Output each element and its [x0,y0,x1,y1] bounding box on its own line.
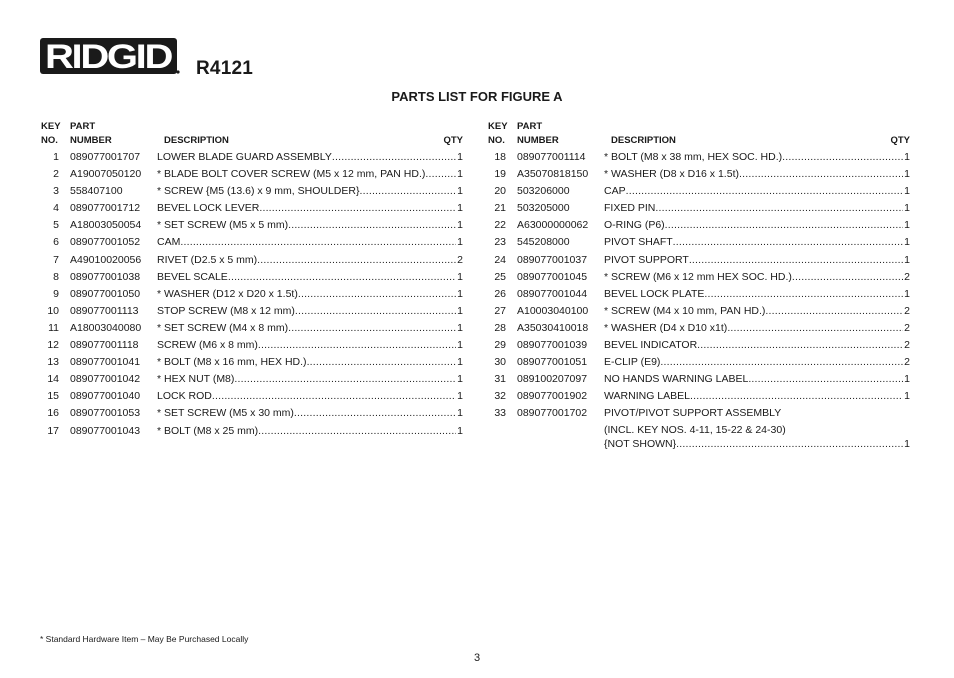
logo-wordmark: RIDGID [45,38,173,76]
header-part-line2: NUMBER [517,135,559,146]
description-line [604,149,910,166]
table-row [484,269,910,286]
description-line [604,166,910,183]
part-quantity: 1 [457,424,463,437]
part-quantity: 2 [904,321,910,334]
part-number: 089077001702 [517,407,588,420]
part-number: 089077001039 [517,339,588,352]
part-quantity: 1 [904,373,910,386]
description-line [157,269,463,286]
header-qty: QTY [443,135,463,146]
part-number: A18003050054 [70,219,142,232]
table-header [484,121,910,149]
description-line [604,269,910,286]
table-row [484,183,910,200]
table-row [37,405,463,422]
part-description-cell [604,269,910,286]
header-key-line2: NO. [41,135,58,146]
part-quantity: 1 [457,219,463,232]
part-number: 089077001707 [70,151,141,163]
dot-leader [673,234,904,251]
table-row [484,234,910,251]
part-description: * BOLT (M8 x 25 mm) [157,424,259,437]
table-row [37,423,463,440]
part-description: * BLADE BOLT COVER SCREW (M5 x 12 mm, PAN HD.) [157,168,426,181]
dot-leader [792,269,903,286]
part-quantity: 2 [904,356,910,369]
part-number: 089077001044 [517,287,588,300]
part-quantity: 1 [457,373,463,386]
part-description: PIVOT/PIVOT SUPPORT ASSEMBLY [604,407,782,420]
part-description-cell [157,166,463,183]
table-row [484,405,910,453]
part-description-cell [157,371,463,388]
table-row [484,337,910,354]
page-number: 3 [473,652,481,664]
key-number: 9 [53,287,59,300]
part-quantity: 1 [457,304,463,317]
description-line [604,405,910,422]
part-description: CAM [157,236,181,249]
part-description: O-RING (P6) [604,219,665,232]
key-number: 28 [494,321,506,334]
table-row [37,269,463,286]
part-number: 089077001113 [70,304,139,317]
header-key-line2: NO. [488,135,505,146]
part-quantity: 1 [904,287,910,300]
key-number: 13 [47,356,59,369]
part-number: A63000000062 [517,219,589,232]
part-number: 545208000 [517,236,570,249]
description-line [157,217,463,234]
key-number: 2 [53,168,59,181]
table-row [37,388,463,405]
description-line [604,200,910,217]
part-description-cell [604,405,910,451]
table-row [484,200,910,217]
key-number: 11 [48,321,59,334]
description-line [157,320,463,337]
part-description-cell [157,286,463,303]
part-quantity: 1 [457,356,463,369]
part-number: A49010020056 [70,253,142,266]
dot-leader [690,388,903,405]
header-key-line1: KEY [488,121,508,132]
part-description-cell [604,388,910,405]
part-number: 089077001053 [70,407,141,420]
key-number: 3 [53,185,59,198]
part-description: STOP SCREW (M8 x 12 mm) [157,304,295,317]
part-description: FIXED PIN [604,202,656,215]
key-number: 30 [494,356,506,369]
part-number: 089077001114 [517,151,586,163]
part-quantity: 1 [457,236,463,249]
key-number: 7 [53,253,59,266]
part-quantity: 1 [457,407,463,420]
dot-leader [665,217,903,234]
parts-list-title: PARTS LIST FOR FIGURE A [391,89,563,104]
dot-leader [660,354,903,371]
key-number: 20 [494,185,506,198]
dot-leader [626,183,904,200]
part-description: CAP [604,185,626,198]
description-line [157,388,463,405]
key-number: 6 [53,236,59,249]
part-number: 089077001051 [517,356,588,369]
key-number: 4 [53,202,59,215]
part-number: 089077001052 [70,236,141,249]
part-description: NO HANDS WARNING LABEL [604,373,749,386]
table-row [37,183,463,200]
dot-leader [294,405,456,422]
table-row [37,320,463,337]
header-part-line1: PART [70,121,96,132]
part-quantity: 1 [904,219,910,232]
part-description-cell [604,320,910,337]
part-number: A35030410018 [517,321,589,334]
part-description: E-CLIP (E9) [604,356,661,369]
table-row [484,252,910,269]
dot-leader [332,149,456,166]
key-number: 33 [494,407,506,420]
part-quantity: 1 [904,438,910,450]
table-row [484,286,910,303]
dot-leader [288,217,456,234]
part-description: {NOT SHOWN} [604,438,677,450]
description-line [604,183,910,200]
description-line [604,388,910,405]
part-description: PIVOT SHAFT [604,236,673,249]
part-number: 089077001045 [517,270,588,283]
part-description-cell [157,337,463,354]
part-number: 089077001043 [70,424,141,437]
dot-leader [655,200,903,217]
dot-leader [697,337,903,354]
part-number: 089077001118 [70,339,139,352]
part-description: (INCL. KEY NOS. 4-11, 15-22 & 24-30) [604,423,786,436]
description-line [604,286,910,303]
part-description: * SET SCREW (M5 x 30 mm) [157,407,294,420]
part-description-cell [157,405,463,422]
key-number: 22 [494,219,506,232]
key-number: 15 [47,390,59,403]
table-row [37,166,463,183]
part-description: BEVEL LOCK PLATE [604,287,705,300]
part-number: 089077001042 [70,373,141,386]
dot-leader [739,166,903,183]
table-header [37,121,463,149]
part-description: * SCREW (M4 x 10 mm, PAN HD.) [604,304,766,317]
dot-leader [228,269,456,286]
part-description: * WASHER (D4 x D10 x1t) [604,321,728,334]
description-line [157,234,463,251]
table-row [37,286,463,303]
part-quantity: 1 [457,185,463,198]
part-description: LOCK ROD [157,390,212,403]
header-description: DESCRIPTION [164,135,229,146]
part-number: 089077001038 [70,270,141,283]
description-line [157,200,463,217]
part-description-cell [604,303,910,320]
part-description-cell [604,286,910,303]
key-number: 8 [53,270,59,283]
part-description-cell [604,234,910,251]
part-description: * BOLT (M8 x 38 mm, HEX SOC. HD.) [604,151,783,163]
table-row [37,217,463,234]
dot-leader [257,252,456,269]
key-number: 31 [494,373,506,386]
part-description: * HEX NUT (M8) [157,373,235,386]
parts-rows-right [484,149,910,453]
description-line [157,286,463,303]
part-number: 089077001902 [517,390,588,403]
key-number: 29 [494,339,506,352]
description-line [157,337,463,354]
part-description-cell [604,200,910,217]
dot-leader [782,149,903,166]
table-row [37,303,463,320]
part-quantity: 1 [904,151,910,163]
part-number: 089077001040 [70,390,141,403]
description-line [604,320,910,337]
part-description: * SET SCREW (M5 x 5 mm) [157,219,289,232]
header-part-line2: NUMBER [70,135,112,146]
part-number: 089077001037 [517,253,588,266]
description-line [604,234,910,251]
description-line [157,183,463,200]
part-description: PIVOT SUPPORT [604,253,689,266]
part-number: 089077001712 [70,202,141,215]
dot-leader [234,371,456,388]
part-description-cell [157,234,463,251]
part-description-cell [604,337,910,354]
description-line [157,149,463,166]
part-description-cell [157,183,463,200]
part-description: * BOLT (M8 x 16 mm, HEX HD.) [157,356,307,369]
part-description: * SCREW (M6 x 12 mm HEX SOC. HD.) [604,270,792,283]
description-line [604,252,910,269]
part-number: 503206000 [517,185,570,198]
key-number: 32 [494,390,506,403]
part-quantity: 1 [457,287,463,300]
part-description: BEVEL INDICATOR [604,339,698,352]
part-description-cell [157,388,463,405]
table-row [37,371,463,388]
key-number: 12 [47,339,59,352]
part-description-cell [604,183,910,200]
part-description-cell [604,252,910,269]
part-quantity: 1 [457,390,463,403]
dot-leader [425,166,456,183]
key-number: 26 [494,287,506,300]
description-line [157,303,463,320]
description-line [604,303,910,320]
description-line [604,371,910,388]
part-number: A18003040080 [70,321,142,334]
part-description-cell [604,371,910,388]
key-number: 17 [47,424,59,437]
part-description: WARNING LABEL [604,390,690,403]
table-row [37,354,463,371]
description-line [604,217,910,234]
dot-leader [765,303,903,320]
description-line [157,252,463,269]
dot-leader [259,200,456,217]
part-quantity: 2 [904,304,910,317]
part-quantity: 1 [904,236,910,249]
part-quantity: 2 [904,339,910,352]
dot-leader [704,286,903,303]
description-line [604,354,910,371]
header-qty: QTY [890,135,910,146]
part-description-cell [157,320,463,337]
description-line [157,371,463,388]
key-number: 19 [494,168,506,181]
part-quantity: 1 [457,270,463,283]
description-line [157,423,463,440]
parts-table-right [484,121,910,453]
table-row [484,320,910,337]
key-number: 16 [47,407,59,420]
key-number: 27 [494,304,506,317]
dot-leader [212,388,456,405]
part-number: A10003040100 [517,304,589,317]
part-description-cell [604,354,910,371]
part-description-cell [157,303,463,320]
part-description-cell [604,166,910,183]
footnote: * Standard Hardware Item – May Be Purchased Locally [40,634,249,644]
part-quantity: 2 [904,270,910,283]
part-description-cell [604,217,910,234]
part-description: BEVEL LOCK LEVER [157,202,260,215]
table-row [37,149,463,166]
part-quantity: 2 [457,253,463,266]
key-number: 21 [494,202,506,215]
part-description: * WASHER (D12 x D20 x 1.5t) [157,287,298,300]
part-quantity: 1 [904,390,910,403]
dot-leader [307,354,457,371]
table-row [484,166,910,183]
table-row [484,217,910,234]
dot-leader [298,286,456,303]
part-description: LOWER BLADE GUARD ASSEMBLY [157,151,332,163]
key-number: 1 [53,151,59,163]
part-number: 089077001041 [70,356,141,369]
part-description-cell [157,423,463,440]
dot-leader [676,437,903,452]
description-line [604,337,910,354]
table-row [484,303,910,320]
part-description-cell [604,149,910,166]
part-description-cell [157,149,463,166]
parts-rows-left [37,149,463,440]
dot-leader [295,303,456,320]
part-number: 089077001050 [70,287,141,300]
part-description: * SCREW {M5 (13.6) x 9 mm, SHOULDER} [157,185,360,198]
part-quantity: 1 [904,253,910,266]
part-quantity: 1 [457,151,463,163]
description-line [604,423,910,438]
table-row [37,337,463,354]
part-description: SCREW (M6 x 8 mm) [157,339,258,352]
table-row [37,200,463,217]
part-number: 558407100 [70,185,123,198]
part-quantity: 1 [457,339,463,352]
dot-leader [689,252,903,269]
part-quantity: 1 [457,321,463,334]
header-key-line1: KEY [41,121,61,132]
part-number: 503205000 [517,202,570,215]
key-number: 5 [53,219,59,232]
table-row [484,371,910,388]
key-number: 25 [494,270,506,283]
parts-table-left [37,121,463,440]
part-description: * SET SCREW (M4 x 8 mm) [157,321,289,334]
part-description-cell [157,217,463,234]
dot-leader [258,423,456,440]
header-description: DESCRIPTION [611,135,676,146]
key-number: 24 [494,253,506,266]
key-number: 10 [47,304,59,317]
model-number: R4121 [196,58,253,79]
part-description-cell [157,354,463,371]
part-description-cell [157,269,463,286]
part-description: RIVET (D2.5 x 5 mm) [157,253,258,266]
dot-leader [258,337,456,354]
part-number: 089100207097 [517,373,588,386]
header-part-line1: PART [517,121,543,132]
dot-leader [288,320,456,337]
part-quantity: 1 [457,168,463,181]
table-row [484,354,910,371]
part-quantity: 1 [904,202,910,215]
part-description: BEVEL SCALE [157,270,228,283]
part-quantity: 1 [904,168,910,181]
part-description-cell [157,252,463,269]
description-line [157,166,463,183]
part-quantity: 1 [457,202,463,215]
description-line [157,354,463,371]
part-quantity: 1 [904,185,910,198]
ridgid-logo [40,38,180,80]
dot-leader [727,320,903,337]
part-number: A35070818150 [517,168,589,181]
key-number: 23 [494,236,506,249]
table-row [37,252,463,269]
part-number: A19007050120 [70,168,142,181]
part-description: * WASHER (D8 x D16 x 1.5t) [604,168,739,181]
key-number: 14 [47,373,59,386]
table-row [484,388,910,405]
part-description-cell [157,200,463,217]
dot-leader [748,371,903,388]
dot-leader [180,234,456,251]
table-row [484,149,910,166]
description-line [157,405,463,422]
description-line [604,437,910,452]
table-row [37,234,463,251]
dot-leader [359,183,456,200]
key-number: 18 [494,151,506,163]
